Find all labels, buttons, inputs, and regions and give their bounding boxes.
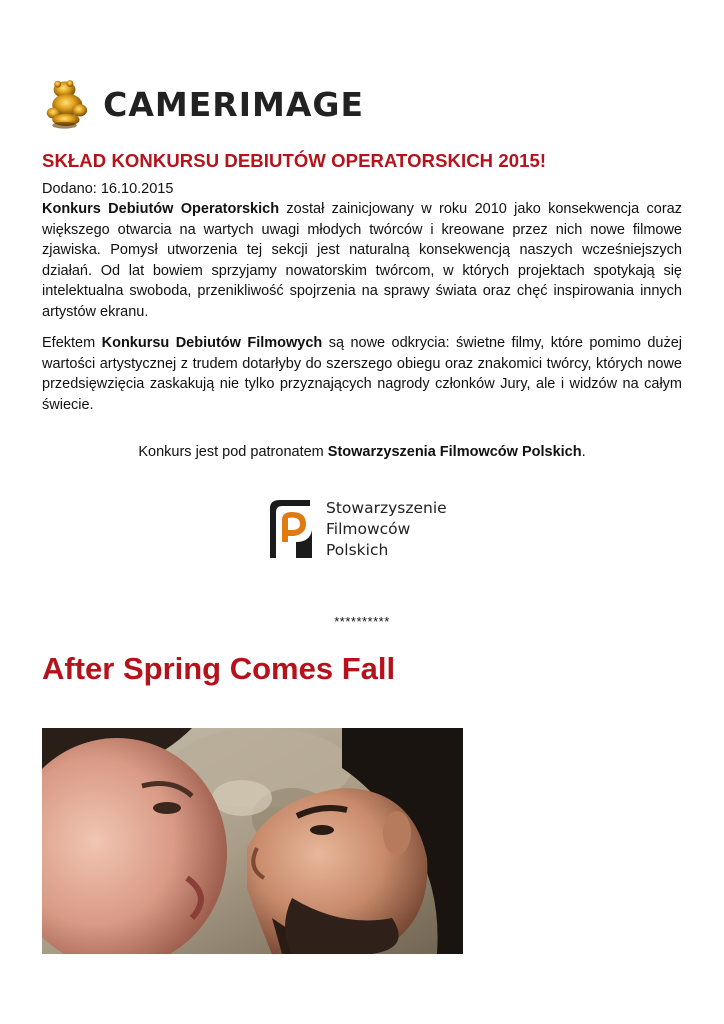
paragraph-effects-text: są nowe odkrycia: świetne filmy, które pomimo dużej wartości artystycznej z trudem dotarłyby do szerszego obiegu oraz znakomici twórcy, których nowe przedsięwzięcia zaskakują nie tylko przyznających nagrody członków Jury, ale i widzów na całym świecie. <box>42 335 683 413</box>
paragraph-effects-bold: Konkursu Debiutów Filmowych <box>101 335 323 351</box>
camerimage-logo[interactable] <box>44 62 364 142</box>
paragraph-intro <box>42 199 682 323</box>
film-still-image <box>42 728 463 954</box>
separator: ********** <box>334 614 390 629</box>
sfp-line-1: Stowarzyszenie <box>326 498 447 517</box>
paragraph-effects-lead: Efektem <box>42 335 102 351</box>
date-added: Dodano: 16.10.2015 <box>42 181 174 197</box>
paragraph-intro-bold: Konkurs Debiutów Operatorskich <box>42 201 280 217</box>
paragraph-effects <box>42 333 682 415</box>
patronage-line <box>0 444 724 460</box>
sfp-logo <box>266 496 460 562</box>
patronage-end: . <box>581 444 586 460</box>
patronage-lead: Konkurs jest pod patronatem <box>138 444 328 460</box>
film-title: After Spring Comes Fall <box>42 651 396 686</box>
patronage-org: Stowarzyszenia Filmowców Polskich <box>327 444 582 460</box>
sfp-wordmark <box>326 498 447 561</box>
paragraph-intro-text: został zainicjowany w roku 2010 jako konsekwencja coraz większego otwarcia na wartych uwagi młodych twórców i kreowane przez nich nowe filmowe zjawiska. Pomysł utworzenia tej sekcji jest naturalną konsekwencją naszych wcześniejszych działań. Od lat bowiem sprzyjamy nowatorskim twórcom, w których projektach spotykają się intelektualna swoboda, przenikliwość spojrzenia na sprawy świata oraz chęć inspirowania innych artystów ekranu. <box>42 201 682 320</box>
film-still-picture <box>42 728 463 954</box>
sfp-line-2: Filmowców <box>326 519 411 538</box>
sfp-mark-icon <box>266 498 316 560</box>
article-title: SKŁAD KONKURSU DEBIUTÓW OPERATORSKICH 2015! <box>42 150 547 171</box>
logo-wordmark: CAMERIMAGE <box>103 84 364 124</box>
sfp-line-3: Polskich <box>326 540 389 559</box>
golden-frog-icon <box>44 62 89 142</box>
